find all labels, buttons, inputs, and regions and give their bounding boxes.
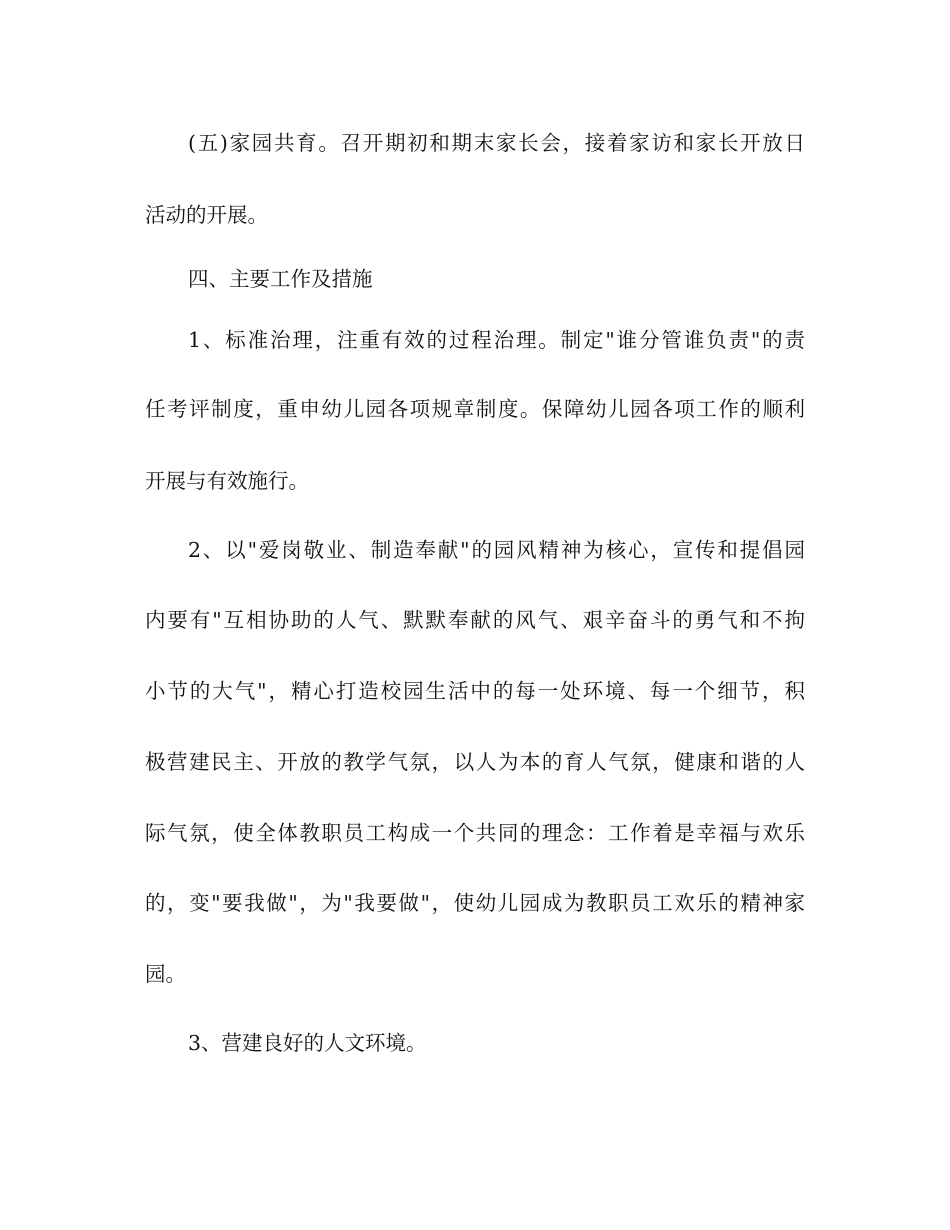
paragraph-line: 小节的大气"，精心打造校园生活中的每一处环境、每一个细节，积	[145, 679, 805, 703]
paragraph-line: 内要有"互相协助的人气、默默奉献的风气、艰辛奋斗的勇气和不拘	[145, 608, 805, 632]
paragraph-line: 园。	[145, 962, 186, 986]
section-heading: 四、主要工作及措施	[188, 267, 373, 291]
paragraph-line: 活动的开展。	[145, 203, 268, 227]
paragraph-line: 2、以"爱岗敬业、制造奉献"的园风精神为核心，宣传和提倡园	[188, 538, 805, 562]
paragraph-line: 极营建民主、开放的教学气氛，以人为本的育人气氛，健康和谐的人	[145, 750, 805, 774]
paragraph-line: 3、营建良好的人文环境。	[188, 1031, 427, 1055]
paragraph-line: 开展与有效施行。	[145, 469, 309, 493]
paragraph-line: 任考评制度，重申幼儿园各项规章制度。保障幼儿园各项工作的顺利	[145, 397, 805, 421]
paragraph-line: 际气氛，使全体教职员工构成一个共同的理念：工作着是幸福与欢乐	[145, 821, 805, 845]
paragraph-line: 1、标准治理，注重有效的过程治理。制定"谁分管谁负责"的责	[188, 328, 805, 352]
paragraph-line: 的，变"要我做"，为"我要做"，使幼儿园成为教职员工欢乐的精神家	[145, 891, 805, 915]
paragraph-line: (五)家园共育。召开期初和期末家长会，接着家访和家长开放日	[188, 131, 805, 155]
